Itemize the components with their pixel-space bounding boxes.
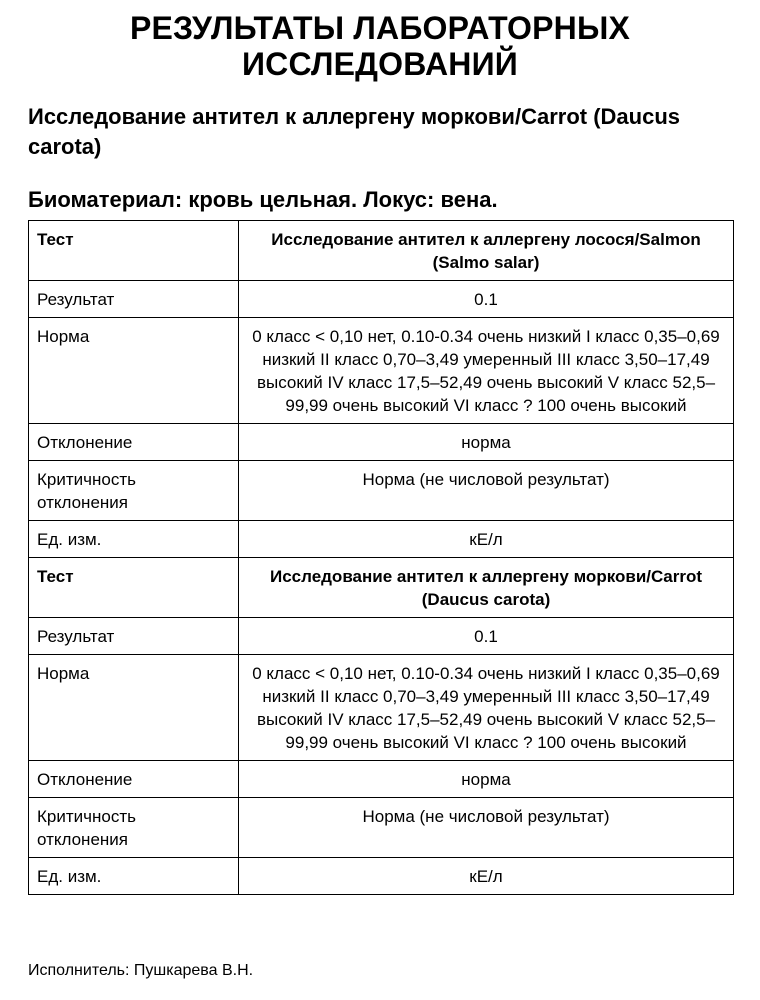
- test-name-cell: Исследование антител к аллергену лосося/Salmon (Salmo salar): [239, 221, 734, 281]
- result-label-cell: Результат: [29, 281, 239, 318]
- table-row: [29, 858, 734, 895]
- table-row: [29, 655, 734, 761]
- norm-value-cell: 0 класс < 0,10 нет, 0.10-0.34 очень низкий I класс 0,35–0,69 низкий II класс 0,70–3,49 умеренный III класс 3,50–17,49 высокий IV класс 17,5–52,49 очень высокий V класс 52,5–99,99 очень высокий VI класс ? 100 очень высокий: [239, 318, 734, 424]
- table-row: [29, 318, 734, 424]
- table-row: [29, 281, 734, 318]
- criticality-label-cell: Критичность отклонения: [29, 798, 239, 858]
- results-table: [28, 220, 734, 895]
- biomaterial-line: Биоматериал: кровь цельная. Локус: вена.: [28, 187, 498, 212]
- result-label-cell: Результат: [29, 618, 239, 655]
- table-row: [29, 618, 734, 655]
- executor-line: Исполнитель: Пушкарева В.Н.: [28, 962, 254, 979]
- page-title: РЕЗУЛЬТАТЫ ЛАБОРАТОРНЫХ ИССЛЕДОВАНИЙ: [129, 10, 631, 82]
- deviation-value-cell: норма: [239, 761, 734, 798]
- criticality-value-cell: Норма (не числовой результат): [239, 461, 734, 521]
- result-value-cell: 0.1: [239, 281, 734, 318]
- table-row: [29, 558, 734, 618]
- deviation-value-cell: норма: [239, 424, 734, 461]
- unit-label-cell: Ед. изм.: [29, 858, 239, 895]
- deviation-label-cell: Отклонение: [29, 761, 239, 798]
- result-value-cell: 0.1: [239, 618, 734, 655]
- table-row: [29, 424, 734, 461]
- test-name-cell: Исследование антител к аллергену моркови/Carrot (Daucus carota): [239, 558, 734, 618]
- norm-value-cell: 0 класс < 0,10 нет, 0.10-0.34 очень низкий I класс 0,35–0,69 низкий II класс 0,70–3,49 умеренный III класс 3,50–17,49 высокий IV класс 17,5–52,49 очень высокий V класс 52,5–99,99 очень высокий VI класс ? 100 очень высокий: [239, 655, 734, 761]
- table-row: [29, 221, 734, 281]
- table-row: [29, 461, 734, 521]
- unit-value-cell: кЕ/л: [239, 858, 734, 895]
- criticality-value-cell: Норма (не числовой результат): [239, 798, 734, 858]
- table-row: [29, 798, 734, 858]
- study-subtitle: Исследование антител к аллергену моркови/Carrot (Daucus carota): [28, 104, 680, 159]
- criticality-label-cell: Критичность отклонения: [29, 461, 239, 521]
- test-label-cell: Тест: [29, 558, 239, 618]
- table-row: [29, 761, 734, 798]
- norm-label-cell: Норма: [29, 318, 239, 424]
- unit-label-cell: Ед. изм.: [29, 521, 239, 558]
- test-label-cell: Тест: [29, 221, 239, 281]
- deviation-label-cell: Отклонение: [29, 424, 239, 461]
- norm-label-cell: Норма: [29, 655, 239, 761]
- unit-value-cell: кЕ/л: [239, 521, 734, 558]
- table-row: [29, 521, 734, 558]
